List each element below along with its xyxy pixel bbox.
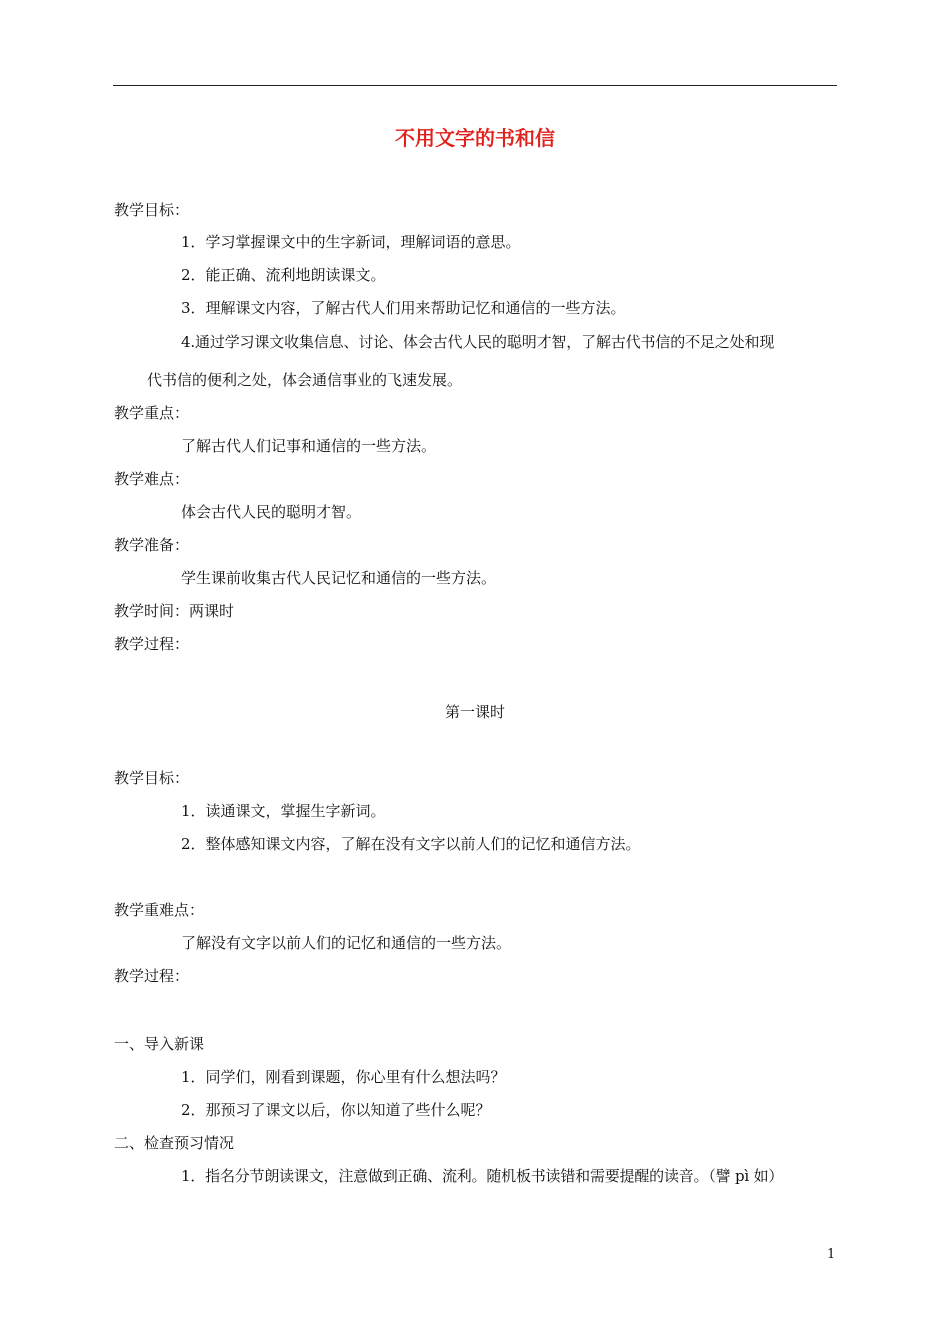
section-heading: 教学重点：	[114, 404, 190, 422]
text-line: 了解没有文字以前人们的记忆和通信的一些方法。	[181, 934, 512, 952]
text-line: 1．读通课文，掌握生字新词。	[181, 802, 386, 820]
section-heading: 二、检查预习情况	[114, 1134, 235, 1152]
text-line: 2．能正确、流利地朗读课文。	[181, 266, 386, 284]
text-line: 1．同学们，刚看到课题，你心里有什么想法吗？	[181, 1068, 506, 1086]
section-heading: 教学目标：	[114, 769, 190, 787]
section-heading: 教学准备：	[114, 536, 190, 554]
document-title: 不用文字的书和信	[395, 126, 555, 150]
text-line: 体会古代人民的聪明才智。	[181, 503, 362, 521]
text-line: 学生课前收集古代人民记忆和通信的一些方法。	[181, 569, 497, 587]
lesson-heading: 第一课时	[444, 703, 505, 721]
text-line: 代书信的便利之处，体会通信事业的飞速发展。	[147, 371, 463, 389]
section-heading: 教学过程：	[114, 635, 190, 653]
section-heading: 教学过程：	[114, 967, 190, 985]
section-heading: 教学难点：	[114, 470, 190, 488]
section-heading: 教学重难点：	[114, 901, 205, 919]
text-line: 1．学习掌握课文中的生字新词，理解词语的意思。	[181, 233, 521, 251]
text-line: 4.通过学习课文收集信息、讨论、体会古代人民的聪明才智，了解古代书信的不足之处和现	[181, 333, 775, 351]
header-rule	[113, 85, 837, 86]
text-line: 教学目标：	[114, 201, 190, 219]
page-number: 1	[827, 1247, 836, 1262]
text-line: 1．指名分节朗读课文，注意做到正确、流利。随机板书读错和需要提醒的读音。（譬 pì 如）	[181, 1167, 784, 1185]
text-line: 教学时间：两课时	[114, 602, 235, 620]
text-line: 2．那预习了课文以后，你以知道了些什么呢？	[181, 1101, 491, 1119]
text-line: 了解古代人们记事和通信的一些方法。	[181, 437, 437, 455]
section-heading: 一、导入新课	[114, 1035, 205, 1053]
text-line: 3．理解课文内容，了解古代人们用来帮助记忆和通信的一些方法。	[181, 299, 626, 317]
text-line: 2．整体感知课文内容，了解在没有文字以前人们的记忆和通信方法。	[181, 835, 641, 853]
